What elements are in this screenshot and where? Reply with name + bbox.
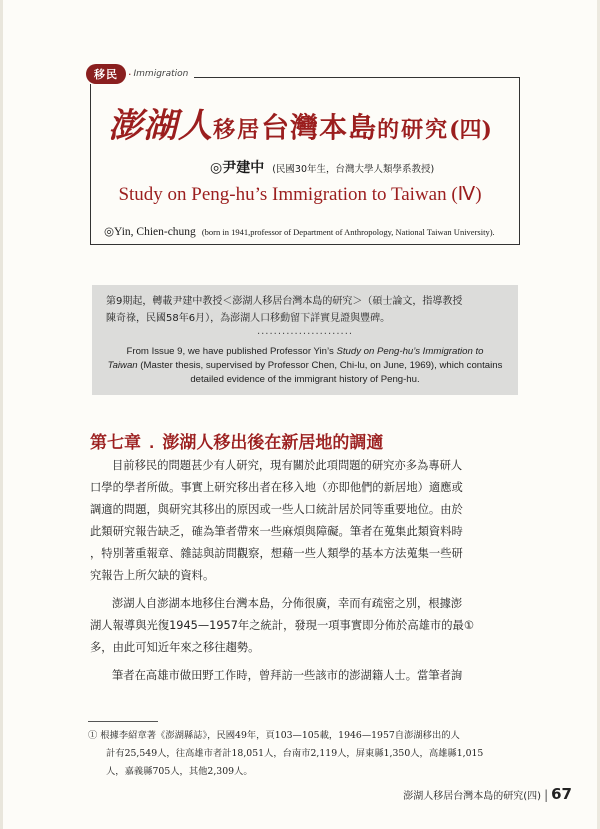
- author-en-name: ◎Yin, Chien-chung: [104, 226, 196, 238]
- editor-note-divider: ·······················: [256, 329, 354, 340]
- page-number: 67: [551, 785, 572, 803]
- footnote-line: 人，嘉義縣705人，其他2,309人。: [106, 766, 253, 777]
- body-line: ，特別著重報章、雜誌與訪問觀察，想藉一些人類學的基本方法蒐集一些研: [90, 547, 463, 560]
- title-zh-part2: 移居: [213, 117, 262, 143]
- editor-note-en-line2-b: (Master thesis, supervised by Professor Chen, Chi-lu, on June, 1969), which contains: [137, 360, 503, 371]
- footer-divider: |: [544, 788, 549, 802]
- editor-note-english: [106, 345, 504, 387]
- editor-note-en-line3: detailed evidence of the immigrant history of Peng-hu.: [190, 374, 420, 385]
- editor-note-en-line1: [106, 345, 504, 359]
- footnote: [88, 727, 520, 781]
- title-chinese: [0, 98, 600, 147]
- paragraph-3: [90, 665, 518, 687]
- body-line: 多，由此可知近年來之移往趨勢。: [90, 641, 260, 654]
- editor-note-zh-line1: 第9期起，轉載尹建中教授＜澎湖人移居台灣本島的研究＞（碩士論文，指導教授: [106, 296, 463, 307]
- author-chinese: [210, 157, 434, 177]
- chapter-dot: .: [149, 436, 155, 452]
- author-zh-name: ◎尹建中: [210, 160, 265, 176]
- footnote-line: 計有25,549人，往高雄市者計18,051人，台南市2,119人，屏東縣1,350人，高雄縣1,015: [106, 748, 484, 759]
- editor-note-en-line1-b: Study on Peng-hu’s Immigration to: [336, 346, 484, 357]
- author-en-note: (born in 1941,professor of Department of Anthropology, National Taiwan University).: [201, 227, 495, 237]
- category-dot: ·: [128, 67, 132, 81]
- title-zh-part5: (四): [449, 117, 492, 143]
- category-tag: [86, 64, 194, 84]
- title-zh-part1: 澎湖人: [108, 106, 214, 146]
- category-english: Immigration: [133, 69, 189, 79]
- chapter-heading: [90, 428, 383, 453]
- running-footer: [403, 785, 572, 803]
- editor-note-en-line2: [106, 359, 504, 373]
- editor-note-box: [92, 285, 518, 395]
- body-line: 究報告上所欠缺的資料。: [90, 569, 215, 582]
- title-zh-part3: 台灣本島: [261, 111, 378, 144]
- chapter-title: 澎湖人移出後在新居地的調適: [162, 433, 384, 453]
- chapter-label: 第七章: [90, 433, 141, 453]
- body-line: 口學的學者所做。事實上研究移出者在移入地（亦即他們的新居地）適應或: [90, 481, 463, 494]
- title-zh-part4: 的研究: [377, 117, 450, 143]
- footnote-rule: [88, 721, 158, 722]
- body-line: 澎湖人自澎湖本地移住台灣本島，分佈很廣，幸而有疏密之別，根據澎: [112, 597, 463, 610]
- paragraph-1: [90, 455, 518, 587]
- body-line: 湖人報導與光復1945—1957年之統計，發現一項事實即分佈於高雄市的最①: [90, 619, 474, 632]
- title-english: Study on Peng-hu’s Immigration to Taiwan (Ⅳ): [118, 184, 482, 205]
- author-zh-note: (民國30年生，台灣大學人類學系教授): [272, 164, 435, 175]
- body-line: 調適的問題，與研究其移出的原因或一些人口統計居於同等重要地位。由於: [90, 503, 463, 516]
- category-badge: 移民: [86, 64, 126, 84]
- body-line: 筆者在高雄市做田野工作時，曾拜訪一些該市的澎湖籍人士。當筆者詢: [112, 669, 463, 682]
- body-line: 此類研究報告缺乏，確為筆者帶來一些麻煩與障礙。筆者在蒐集此類資料時: [90, 525, 463, 538]
- editor-note-en-line2-a: Taiwan: [107, 360, 138, 371]
- author-english: [104, 222, 495, 240]
- body-text: [90, 455, 518, 687]
- editor-note-chinese: [106, 293, 504, 327]
- paragraph-2: [90, 593, 518, 659]
- body-line: 目前移民的問題甚少有人研究，現有關於此項問題的研究亦多為專研人: [112, 459, 463, 472]
- editor-note-en-line1-a: From Issue 9, we have published Professor Yin’s: [126, 346, 337, 357]
- footer-title: 澎湖人移居台灣本島的研究(四): [403, 791, 542, 802]
- footnote-line: ① 根據李紹章著《澎湖縣誌》，民國49年，頁103—105載，1946—1957自澎湖移出的人: [88, 730, 460, 741]
- editor-note-zh-line2: 陳奇祿，民國58年6月），為澎湖人口移動留下詳實見證與豐碑。: [106, 313, 391, 324]
